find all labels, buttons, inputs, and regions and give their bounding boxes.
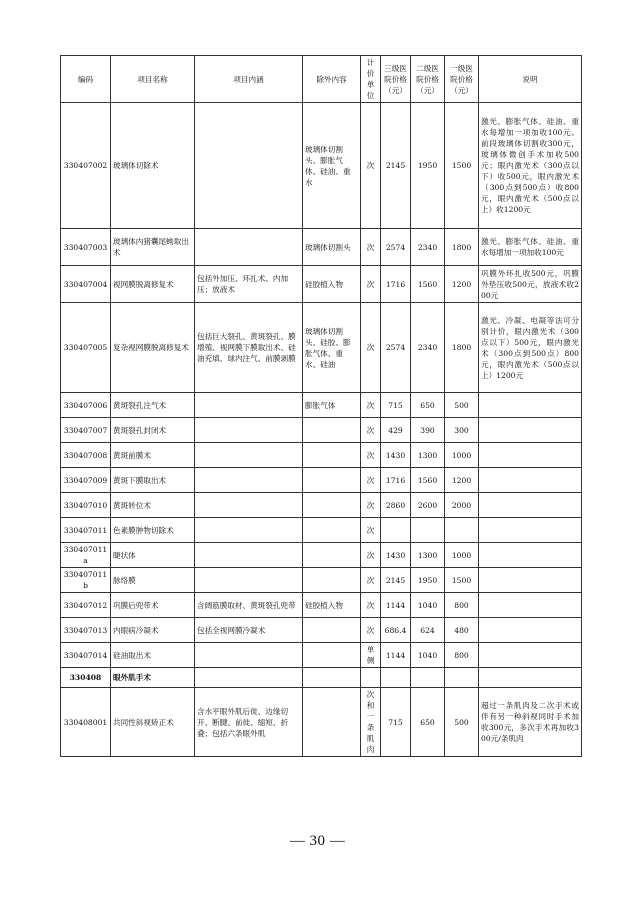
cell-exclude: 膨胀气体 — [303, 393, 361, 418]
cell-price-3: 1144 — [381, 593, 411, 618]
cell-code: 330407009 — [61, 468, 111, 493]
cell-content: 含水平眼外肌后徙、边缘切开、断腱、前徙、缩短、折叠；包括六条眼外肌 — [195, 688, 303, 757]
header-exclude: 除外内容 — [303, 56, 361, 103]
cell-note — [479, 618, 582, 643]
cell-price-1: 500 — [445, 393, 479, 418]
cell-name: 黄斑转位术 — [111, 493, 195, 518]
price-table — [60, 55, 582, 757]
cell-name: 色素膜肿物切除术 — [111, 518, 195, 543]
cell-price-1: 1000 — [445, 543, 479, 568]
cell-price-2: 650 — [411, 393, 445, 418]
cell-content: 包括外加压、环扎术、内加压；放液术 — [195, 266, 303, 303]
table-row — [61, 688, 582, 757]
cell-content — [195, 443, 303, 468]
cell-content — [195, 568, 303, 593]
cell-name: 硅油取出术 — [111, 643, 195, 668]
cell-name: 玻璃体切除术 — [111, 103, 195, 229]
cell-content — [195, 393, 303, 418]
cell-price-2: 1950 — [411, 103, 445, 229]
cell-price-2: 1560 — [411, 266, 445, 303]
table-row — [61, 568, 582, 593]
cell-exclude — [303, 418, 361, 443]
table-header-row — [61, 56, 582, 103]
cell-code: 330407012 — [61, 593, 111, 618]
cell-price-1 — [445, 518, 479, 543]
cell-price-1: 1000 — [445, 443, 479, 468]
cell-unit: 次 — [361, 229, 381, 266]
cell-price-3 — [381, 518, 411, 543]
cell-code: 330407006 — [61, 393, 111, 418]
cell-name: 视网膜脱离修复术 — [111, 266, 195, 303]
cell-price-1: 1800 — [445, 229, 479, 266]
table-row — [61, 468, 582, 493]
cell-code: 330407007 — [61, 418, 111, 443]
cell-exclude — [303, 688, 361, 757]
cell-note: 激光、膨胀气体、硅油、重水每增加一项加收100元 — [479, 229, 582, 266]
cell-exclude — [303, 568, 361, 593]
cell-exclude: 玻璃体切割头、膨胀气体、硅油、重水 — [303, 103, 361, 229]
header-note: 说明 — [479, 56, 582, 103]
cell-price-3: 2574 — [381, 229, 411, 266]
cell-price-2: 650 — [411, 688, 445, 757]
cell-code: 330408001 — [61, 688, 111, 757]
cell-content — [195, 643, 303, 668]
cell-code: 330407011 — [61, 518, 111, 543]
cell-price-1: 1200 — [445, 266, 479, 303]
cell-unit: 次 — [361, 568, 381, 593]
cell-name: 黄斑裂孔注气术 — [111, 393, 195, 418]
cell-note — [479, 443, 582, 468]
cell-unit: 次 — [361, 266, 381, 303]
cell-unit: 次 — [361, 593, 381, 618]
table-row — [61, 418, 582, 443]
table-row — [61, 393, 582, 418]
cell-exclude — [303, 443, 361, 468]
cell-exclude — [303, 518, 361, 543]
cell-unit: 次和一条肌肉 — [361, 688, 381, 757]
header-price-3: 三级医院价格（元） — [381, 56, 411, 103]
cell-code: 330407003 — [61, 229, 111, 266]
cell-price-3: 715 — [381, 688, 411, 757]
cell-price-3: 1716 — [381, 468, 411, 493]
cell-price-2: 1040 — [411, 593, 445, 618]
cell-price-2: 624 — [411, 618, 445, 643]
cell-price-1: 1500 — [445, 568, 479, 593]
table-row — [61, 618, 582, 643]
cell-unit: 次 — [361, 418, 381, 443]
table-row — [61, 103, 582, 229]
cell-price-1: 1500 — [445, 103, 479, 229]
cell-price-3: 715 — [381, 393, 411, 418]
cell-exclude — [303, 543, 361, 568]
cell-name: 黄斑前膜术 — [111, 443, 195, 468]
cell-exclude — [303, 493, 361, 518]
table-row — [61, 303, 582, 393]
cell-price-3: 1716 — [381, 266, 411, 303]
cell-unit: 次 — [361, 543, 381, 568]
cell-note: 激光、膨胀气体、硅油、重水每增加一项加收100元。前段玻璃体切割收300元，玻璃体微创手术加收500元；眼内激光术（300点以下）收500元，眼内激光术（300点到500点）收800元，眼内激光术（500点以上）收1200元 — [479, 103, 582, 229]
cell-note: 超过一条肌肉及二次手术或伴有另一种斜视同时手术加收300元，多次手术再加收300元/条肌肉 — [479, 688, 582, 757]
table-row — [61, 443, 582, 468]
cell-note — [479, 593, 582, 618]
table-row — [61, 266, 582, 303]
cell-code: 330407005 — [61, 303, 111, 393]
header-code: 编码 — [61, 56, 111, 103]
cell-note: 巩膜外环扎收500元，巩膜外垫压收500元，放液术收200元 — [479, 266, 582, 303]
cell-price-3: 2145 — [381, 568, 411, 593]
cell-name: 巩膜后兜带术 — [111, 593, 195, 618]
cell-exclude — [303, 618, 361, 643]
cell-content — [195, 229, 303, 266]
cell-name: 脉络膜 — [111, 568, 195, 593]
cell-note — [479, 543, 582, 568]
cell-unit: 单侧 — [361, 643, 381, 668]
cell-price-2: 1300 — [411, 543, 445, 568]
table-row — [61, 229, 582, 266]
cell-price-2 — [411, 518, 445, 543]
cell-name: 黄斑裂孔封闭术 — [111, 418, 195, 443]
cell-price-2: 1950 — [411, 568, 445, 593]
cell-unit: 次 — [361, 443, 381, 468]
cell-unit: 次 — [361, 618, 381, 643]
cell-code: 330407008 — [61, 443, 111, 468]
cell-name: 内眼病冷凝术 — [111, 618, 195, 643]
cell-price-1: 1200 — [445, 468, 479, 493]
cell-code: 330407002 — [61, 103, 111, 229]
cell-price-2: 1040 — [411, 643, 445, 668]
cell-code: 330407011b — [61, 568, 111, 593]
cell-name: 共同性斜视矫正术 — [111, 688, 195, 757]
cell-code: 330407014 — [61, 643, 111, 668]
cell-note — [479, 393, 582, 418]
cell-content: 包括巨大裂孔、黄斑裂孔、膜增殖、视网膜下膜取出术、硅油充填、球内注气、前膜剥膜 — [195, 303, 303, 393]
cell-price-2: 2340 — [411, 229, 445, 266]
cell-price-3: 1430 — [381, 443, 411, 468]
cell-price-2: 2340 — [411, 303, 445, 393]
cell-price-1: 300 — [445, 418, 479, 443]
cell-content — [195, 468, 303, 493]
cell-price-2: 2600 — [411, 493, 445, 518]
table-row — [61, 643, 582, 668]
cell-content — [195, 418, 303, 443]
cell-price-1: 480 — [445, 618, 479, 643]
header-price-2: 二级医院价格（元） — [411, 56, 445, 103]
cell-name: 复杂视网膜脱离修复术 — [111, 303, 195, 393]
cell-price-3: 1430 — [381, 543, 411, 568]
cell-name: 玻璃体内猪囊尾蚴取出术 — [111, 229, 195, 266]
cell-content — [195, 543, 303, 568]
cell-note: 激光、冷凝、电凝等法可分别计价，眼内激光术（300点以下）500元，眼内激光术（300点到500点）800元，眼内激光术（500点以上）1200元 — [479, 303, 582, 393]
cell-unit: 次 — [361, 393, 381, 418]
cell-price-3: 2145 — [381, 103, 411, 229]
cell-code: 330407011a — [61, 543, 111, 568]
cell-price-1: 1800 — [445, 303, 479, 393]
cell-price-2: 390 — [411, 418, 445, 443]
table-body — [61, 103, 582, 757]
cell-price-1: 800 — [445, 643, 479, 668]
cell-exclude — [303, 643, 361, 668]
table-row — [61, 518, 582, 543]
cell-code: 330407013 — [61, 618, 111, 643]
header-unit: 计价单位 — [361, 56, 381, 103]
cell-unit: 次 — [361, 468, 381, 493]
section-name: 眼外肌手术 — [111, 668, 195, 688]
cell-note — [479, 418, 582, 443]
cell-price-3: 429 — [381, 418, 411, 443]
cell-price-2: 1300 — [411, 443, 445, 468]
cell-exclude — [303, 468, 361, 493]
cell-unit: 次 — [361, 103, 381, 229]
cell-note — [479, 468, 582, 493]
cell-name: 黄斑下膜取出术 — [111, 468, 195, 493]
section-code: 330408 — [61, 668, 111, 688]
cell-price-1: 2000 — [445, 493, 479, 518]
price-table-sheet — [60, 55, 581, 757]
cell-content: 含阔筋膜取材、黄斑裂孔兜带 — [195, 593, 303, 618]
cell-price-3: 2860 — [381, 493, 411, 518]
cell-price-3: 1144 — [381, 643, 411, 668]
cell-content — [195, 493, 303, 518]
cell-exclude: 硅胶植入物 — [303, 593, 361, 618]
cell-price-1: 800 — [445, 593, 479, 618]
cell-price-3: 686.4 — [381, 618, 411, 643]
cell-exclude: 玻璃体切割头 — [303, 229, 361, 266]
cell-unit: 次 — [361, 493, 381, 518]
cell-exclude: 玻璃体切割头、硅胶、膨胀气体、重水、硅油 — [303, 303, 361, 393]
header-price-1: 一级医院价格（元） — [445, 56, 479, 103]
cell-content — [195, 103, 303, 229]
header-content: 项目内涵 — [195, 56, 303, 103]
cell-name: 睫状体 — [111, 543, 195, 568]
cell-price-3: 2574 — [381, 303, 411, 393]
section-row — [61, 668, 582, 688]
cell-note — [479, 518, 582, 543]
cell-note — [479, 643, 582, 668]
cell-exclude: 硅胶植入物 — [303, 266, 361, 303]
cell-unit: 次 — [361, 518, 381, 543]
cell-content: 包括全视网膜冷凝术 — [195, 618, 303, 643]
cell-code: 330407010 — [61, 493, 111, 518]
cell-price-2: 1560 — [411, 468, 445, 493]
cell-unit: 次 — [361, 303, 381, 393]
cell-note — [479, 493, 582, 518]
table-row — [61, 493, 582, 518]
table-row — [61, 593, 582, 618]
cell-note — [479, 568, 582, 593]
cell-code: 330407004 — [61, 266, 111, 303]
table-row — [61, 543, 582, 568]
cell-price-1: 500 — [445, 688, 479, 757]
header-name: 项目名称 — [111, 56, 195, 103]
cell-content — [195, 518, 303, 543]
page-number: — 30 — — [289, 833, 346, 849]
